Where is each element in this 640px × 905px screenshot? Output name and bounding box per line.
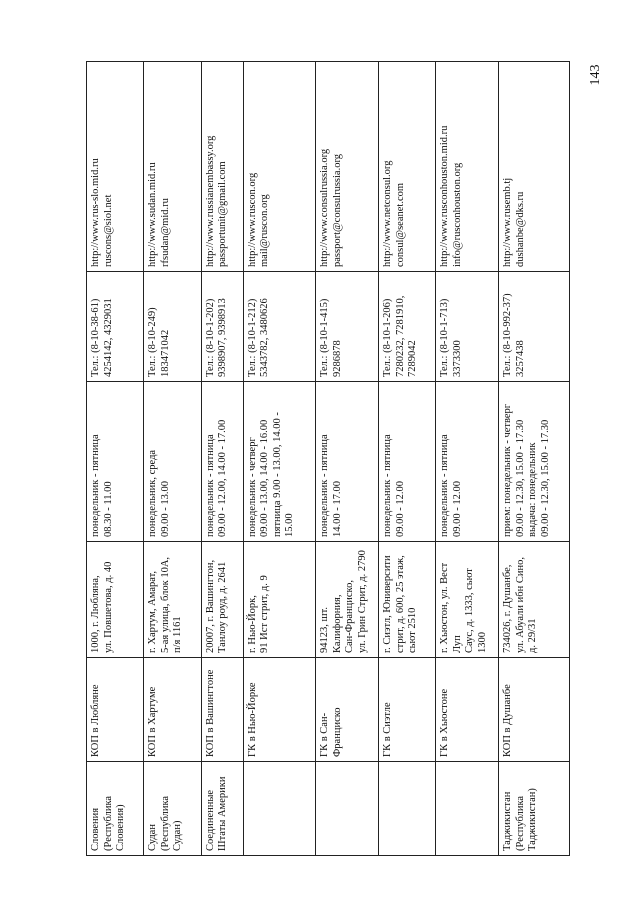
table-row bbox=[379, 62, 436, 856]
address-cell: г. Сиэтл, Юниверсити стрит, д. 600, 25 этаж, сьют 2510 bbox=[379, 542, 436, 658]
country-cell: Соединенные Штаты Америки bbox=[201, 762, 243, 856]
office-cell: КОП в Хартуме bbox=[144, 658, 201, 762]
country-cell: Словения (Республика Словения) bbox=[87, 762, 144, 856]
hours-cell: понедельник - пятница 09.00 - 12.00 bbox=[436, 382, 499, 542]
phone-cell: Тел.: (8-10-1-212) 5343782, 3480626 bbox=[243, 272, 316, 382]
office-cell: КОП в Душанбе bbox=[499, 658, 570, 762]
hours-cell: понедельник - пятница 08.30 - 11.00 bbox=[87, 382, 144, 542]
country-cell bbox=[379, 762, 436, 856]
consulates-table-wrapper bbox=[86, 62, 570, 856]
country-cell: Таджикистан (Республика Таджикистан) bbox=[499, 762, 570, 856]
phone-cell: Тел.: (8-10-1-713) 3373300 bbox=[436, 272, 499, 382]
address-cell: 1000, г. Любляна, ул. Повшетова, д. 40 bbox=[87, 542, 144, 658]
address-cell: 20007, г. Вашингтон, Танлоу роуд, д. 2641 bbox=[201, 542, 243, 658]
country-cell bbox=[243, 762, 316, 856]
office-cell: КОП в Любляне bbox=[87, 658, 144, 762]
office-cell: ГК в Нью-Йорке bbox=[243, 658, 316, 762]
hours-cell: понедельник - пятница 09.00 - 12.00 bbox=[379, 382, 436, 542]
consulates-table bbox=[86, 61, 570, 856]
web-cell: http://www.rusemb.tj dushanbe@dks.ru bbox=[499, 62, 570, 272]
country-cell: Судан (Республика Судан) bbox=[144, 762, 201, 856]
phone-cell: Тел.: (8-10-1-202) 9398907, 9398913 bbox=[201, 272, 243, 382]
table-row bbox=[436, 62, 499, 856]
table-row bbox=[201, 62, 243, 856]
phone-cell: Тел.: (8-10-249) 183471042 bbox=[144, 272, 201, 382]
hours-cell: понедельник - четверг 09.00 - 13.00, 14.00 - 16.00 пятница 9.00 - 13.00, 14.00 - 15.00 bbox=[243, 382, 316, 542]
table-row bbox=[87, 62, 144, 856]
phone-cell: Тел.: (8-10-992-37) 3257438 bbox=[499, 272, 570, 382]
table-row bbox=[243, 62, 316, 856]
country-cell bbox=[436, 762, 499, 856]
web-cell: http://www.rus-slo.mid.ru ruscons@siol.net bbox=[87, 62, 144, 272]
office-cell: ГК в Сиэтле bbox=[379, 658, 436, 762]
web-cell: http://www.rusconhouston.mid.ru info@rusconhouston.org bbox=[436, 62, 499, 272]
phone-cell: Тел.: (8-10-38-61) 4254142, 4329031 bbox=[87, 272, 144, 382]
web-cell: http://www.russianembassy.org passportunit@gmail.com bbox=[201, 62, 243, 272]
phone-cell: Тел.: (8-10-1-415) 9286878 bbox=[316, 272, 379, 382]
address-cell: г. Хьюстон, ул. Вест Луп Саус, д. 1333, сьют 1300 bbox=[436, 542, 499, 658]
table-row bbox=[316, 62, 379, 856]
table-row bbox=[144, 62, 201, 856]
office-cell: ГК в Хьюстоне bbox=[436, 658, 499, 762]
address-cell: г. Хартум, Амарат, 5-ая улица, блок 10А, п/я 1161 bbox=[144, 542, 201, 658]
address-cell: г. Нью-Йорк, 91 Ист стрит, д. 9 bbox=[243, 542, 316, 658]
address-cell: 94123, шт. Калифорния, Сан-Франциско, ул. Грин Стрит, д. 2790 bbox=[316, 542, 379, 658]
phone-cell: Тел.: (8-10-1-206) 7280232, 7281910, 7289042 bbox=[379, 272, 436, 382]
web-cell: http://www.sudan.mid.ru rfsudan@mid.ru bbox=[144, 62, 201, 272]
web-cell: http://www.consulrussia.org passport@consulrussia.org bbox=[316, 62, 379, 272]
hours-cell: понедельник, среда 09.00 - 13.00 bbox=[144, 382, 201, 542]
hours-cell: понедельник - пятница 14.00 - 17.00 bbox=[316, 382, 379, 542]
page-number: 143 bbox=[588, 64, 603, 86]
web-cell: http://www.netconsul.org consul@seanet.com bbox=[379, 62, 436, 272]
address-cell: 734026, г. Душанбе, ул. Абуали ибн Сино, д. 29/31 bbox=[499, 542, 570, 658]
country-cell bbox=[316, 762, 379, 856]
web-cell: http://www.ruscon.org mail@ruscon.org bbox=[243, 62, 316, 272]
hours-cell: понедельник - пятница 09.00 - 12.00, 14.00 - 17.00 bbox=[201, 382, 243, 542]
office-cell: КОП в Вашингтоне bbox=[201, 658, 243, 762]
office-cell: ГК в Сан- Франциско bbox=[316, 658, 379, 762]
hours-cell: прием: понедельник - четверг 09.00 - 12.30, 15.00 - 17.30 выдача: понедельник 09.00 - 12.30, 15.00 - 17.30 bbox=[499, 382, 570, 542]
table-row bbox=[499, 62, 570, 856]
